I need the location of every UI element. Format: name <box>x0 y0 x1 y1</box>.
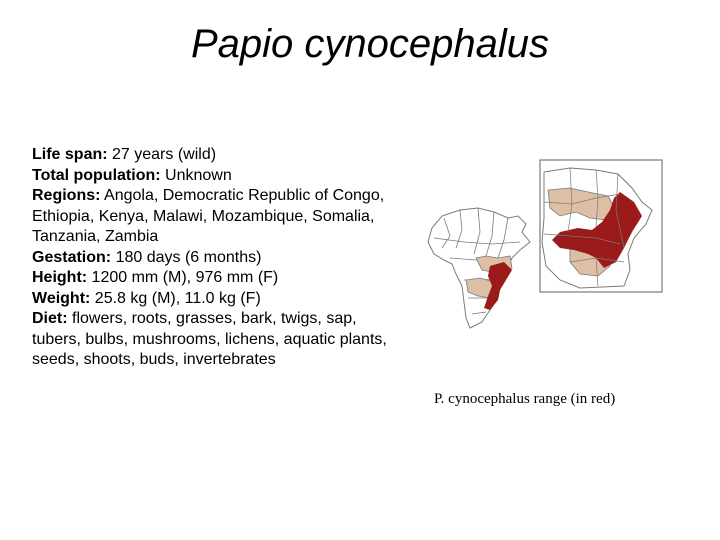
fact-gestation <box>32 248 392 269</box>
fact-regions <box>32 186 392 248</box>
fact-value: flowers, roots, grasses, bark, twigs, sap, tubers, bulbs, mushrooms, lichens, aquatic plants, seeds, shoots, buds, invertebrates <box>32 310 387 368</box>
page-title: Papio cynocephalus <box>190 22 550 66</box>
map-caption: P. cynocephalus range (in red) <box>434 391 616 407</box>
fact-value: 1200 mm (M), 976 mm (F) <box>87 269 279 286</box>
fact-label: Weight: <box>32 289 91 307</box>
range-map <box>420 158 665 363</box>
fact-height <box>32 268 392 289</box>
africa-outline <box>428 208 530 328</box>
fact-value: 27 years (wild) <box>107 146 217 163</box>
fact-label: Diet: <box>32 310 68 327</box>
range-map-svg <box>420 158 665 363</box>
fact-value: Unknown <box>160 166 232 184</box>
fact-label: Life span: <box>32 146 108 163</box>
fact-label: Gestation: <box>32 248 112 266</box>
fact-weight <box>32 289 392 310</box>
fact-value: Angola, Democratic Republic of Congo, Ethiopia, Kenya, Malawi, Mozambique, Somalia, Tanzania, Zambia <box>32 187 385 245</box>
fact-diet <box>32 309 392 371</box>
fact-value: 25.8 kg (M), 11.0 kg (F) <box>90 289 261 307</box>
fact-total-population <box>32 166 392 187</box>
fact-value: 180 days (6 months) <box>111 248 262 266</box>
fact-life-span <box>32 145 392 166</box>
species-facts <box>32 145 392 371</box>
fact-label: Regions: <box>32 187 101 204</box>
fact-label: Height: <box>32 269 88 286</box>
fact-label: Total population: <box>32 166 161 184</box>
